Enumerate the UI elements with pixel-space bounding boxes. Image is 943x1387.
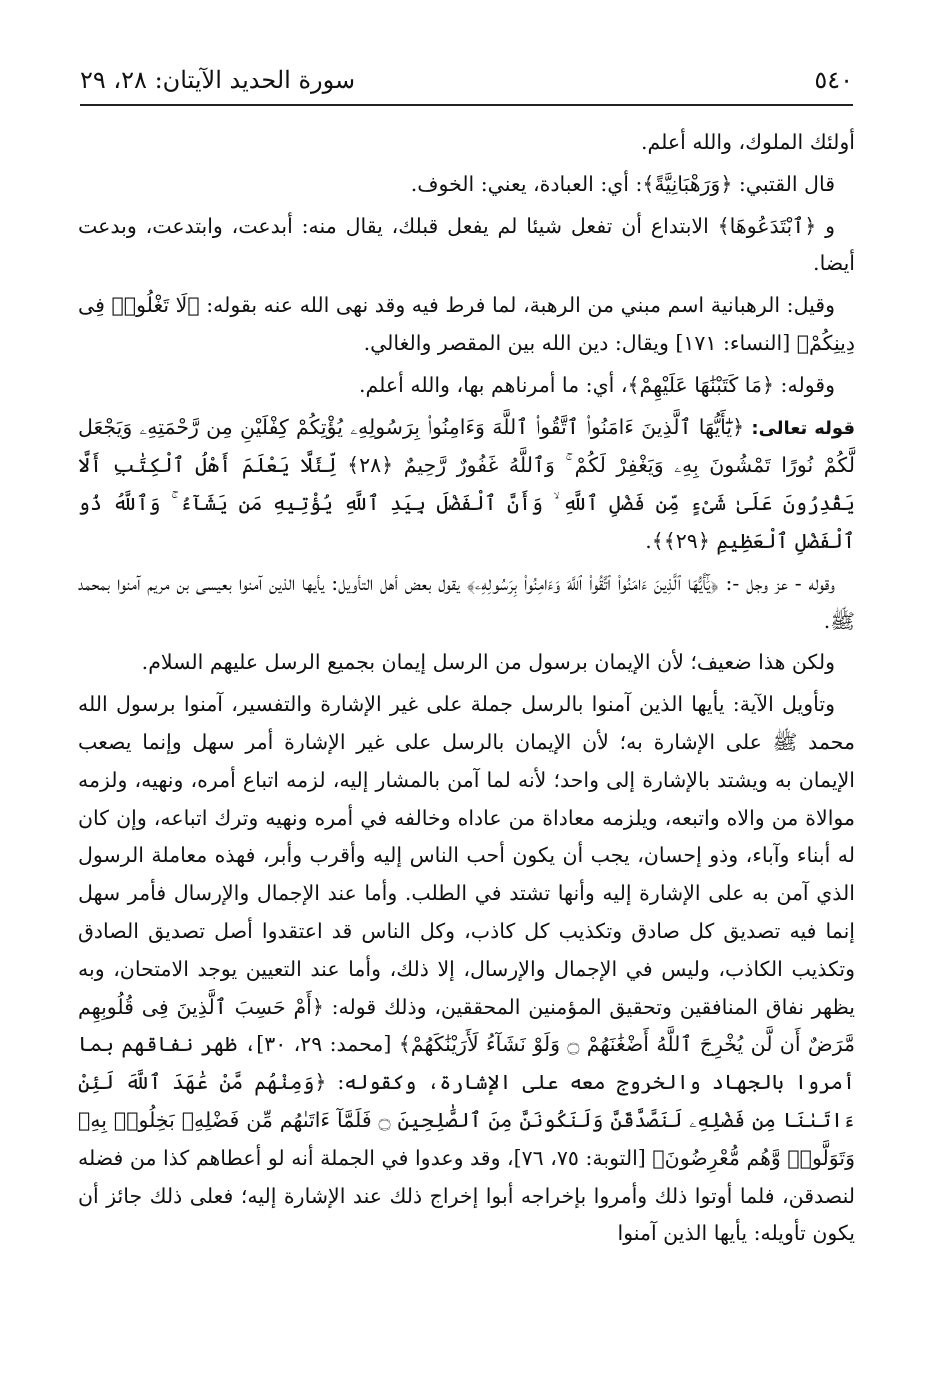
paragraph: وقوله - عز وجل -: ﴿يَٰٓأَيُّهَا ٱلَّذِينَ ءَامَنُوا۟ ٱتَّقُوا۟ ٱللَّهَ وَءَامِنُوا۟ بِرَسُولِهِۦ﴾ يقول بعض أهل التأويل: يأيها الذين آمنوا بعيسى بن مريم آمنوا بمحمد ﷺ.	[78, 570, 855, 633]
page-number: ٥٤٠	[814, 66, 853, 94]
paragraph: وقيل: الرهبانية اسم مبني من الرهبة، لما فرط فيه وقد نهى الله عنه بقوله: ﴿لَا تَغْلُوا۟ فِى دِينِكُمْ﴾ [النساء: ١٧١] ويقال: دين الله بين المقصر والغالي.	[78, 293, 855, 355]
verse-paragraph	[78, 409, 855, 561]
paragraph: و ﴿ٱبْتَدَعُوهَا﴾ الابتداع أن تفعل شيئا لم يفعل قبلك، يقال منه: أبدعت، وابتدعت، وبدعت أيضا.	[78, 213, 855, 276]
paragraph: وتأويل الآية: يأيها الذين آمنوا بالرسل جملة على غير الإشارة والتفسير، آمنوا برسول الله محمد ﷺ على الإشارة به؛ لأن الإيمان بالرسل على غير الإشارة أمر سهل وإنما يصعب الإيمان به ويشتد بالإشارة إلى واحد؛ لأنه لما آمن بالمشار إليه، لزمه اتباع أمره، ونهيه، ولزمه موالاة من والاه واتبعه، ويلزمه معاداة من عاداه وخالفه في أمره ونهيه وترك اتباعه، وإن كان له أبناء وآباء، وذو إحسان، يجب أن يكون أحب الناس إليه وأقرب وأبر، فهذه معاملة الرسول الذي آمن به على الإشارة إليه وأنها تشتد في الطلب. وأما عند الإجمال والإرسال فأمر سهل إنما فيه تصديق كل صادق وتكذيب كل كاذب، وكل الناس قد اعتقدوا أصل تصديق الصادق وتكذيب الكاذب، وليس في الإجمال والإرسال، إلا ذلك، وأما عند التعيين يوجد الامتحان، وبه يظهر نفاق المنافقين وتحقيق المؤمنين المحققين، وذلك قوله: ﴿أَمْ حَسِبَ ٱلَّذِينَ فِى قُلُوبِهِم مَّرَضٌ أَن لَّن يُخْرِجَ ٱللَّهُ أَضْغَٰنَهُمْ ۝ وَلَوْ نَشَآءُ لَأَرَيْنَٰكَهُمْ﴾ [محمد: ٢٩، ٣٠]، ظهر نفاقهم بما أمروا بالجهاد والخروج معه على الإشارة، وكقوله: ﴿وَمِنْهُم مَّنْ عَٰهَدَ ٱللَّهَ لَئِنْ ءَاتَىٰنَا مِن فَضْلِهِۦ لَنَصَّدَّقَنَّ وَلَنَكُونَنَّ مِنَ ٱلصَّٰلِحِينَ ۝ فَلَمَّآ ءَاتَىٰهُم مِّن فَضْلِهِۦ بَخِلُوا۟ بِهِۦ وَتَوَلَّوا۟ وَّهُم مُّعْرِضُونَ﴾ [التوبة: ٧٥، ٧٦]، وقد وعدوا في الجملة أنه لو أعطاهم كذا من فضله لنصدقن، فلما أوتوا ذلك وأمروا بإخراجه أبوا إخراج ذلك عند الإشارة إليه؛ فعلى ذلك جائز أن يكون تأويله: يأيها الذين آمنوا	[78, 692, 855, 1246]
page-body	[78, 124, 855, 1257]
paragraph: وقوله: ﴿مَا كَتَبْنَٰهَا عَلَيْهِمْ﴾، أي: ما أمرناهم بها، والله أعلم.	[358, 372, 835, 397]
verse-lead: قوله تعالى:	[751, 417, 855, 439]
page-header	[80, 62, 853, 102]
paragraph: أولئك الملوك، والله أعلم.	[640, 130, 855, 154]
paragraph: قال القتبي: ﴿وَرَهْبَانِيَّةً﴾: أي: العبادة، يعني: الخوف.	[410, 171, 835, 196]
paragraph: ولكن هذا ضعيف؛ لأن الإيمان برسول من الرسل إيمان بجميع الرسل عليهم السلام.	[141, 650, 835, 675]
surah-title: سورة الحديد الآيتان: ٢٨، ٢٩	[80, 66, 356, 94]
verse-text: ﴿يَٰٓأَيُّهَا ٱلَّذِينَ ءَامَنُوا۟ ٱتَّقُوا۟ ٱللَّهَ وَءَامِنُوا۟ بِرَسُولِهِۦ يُؤْتِكُمْ كِفْلَيْنِ مِن رَّحْمَتِهِۦ وَيَجْعَل لَّكُمْ نُورًا تَمْشُونَ بِهِۦ وَيَغْفِرْ لَكُمْ ۚ وَٱللَّهُ غَفُورٌ رَّحِيمٌ ﴿٢٨﴾ لِّئَلَّا يَعْلَمَ أَهْلُ ٱلْكِتَٰبِ أَلَّا يَقْدِرُونَ عَلَىٰ شَىْءٍ مِّن فَضْلِ ٱللَّهِ ۙ وَأَنَّ ٱلْفَضْلَ بِيَدِ ٱللَّهِ يُؤْتِيهِ مَن يَشَآءُ ۚ وَٱللَّهُ ذُو ٱلْفَضْلِ ٱلْعَظِيمِ ﴿٢٩﴾﴾.	[78, 414, 855, 553]
header-rule	[80, 104, 853, 106]
